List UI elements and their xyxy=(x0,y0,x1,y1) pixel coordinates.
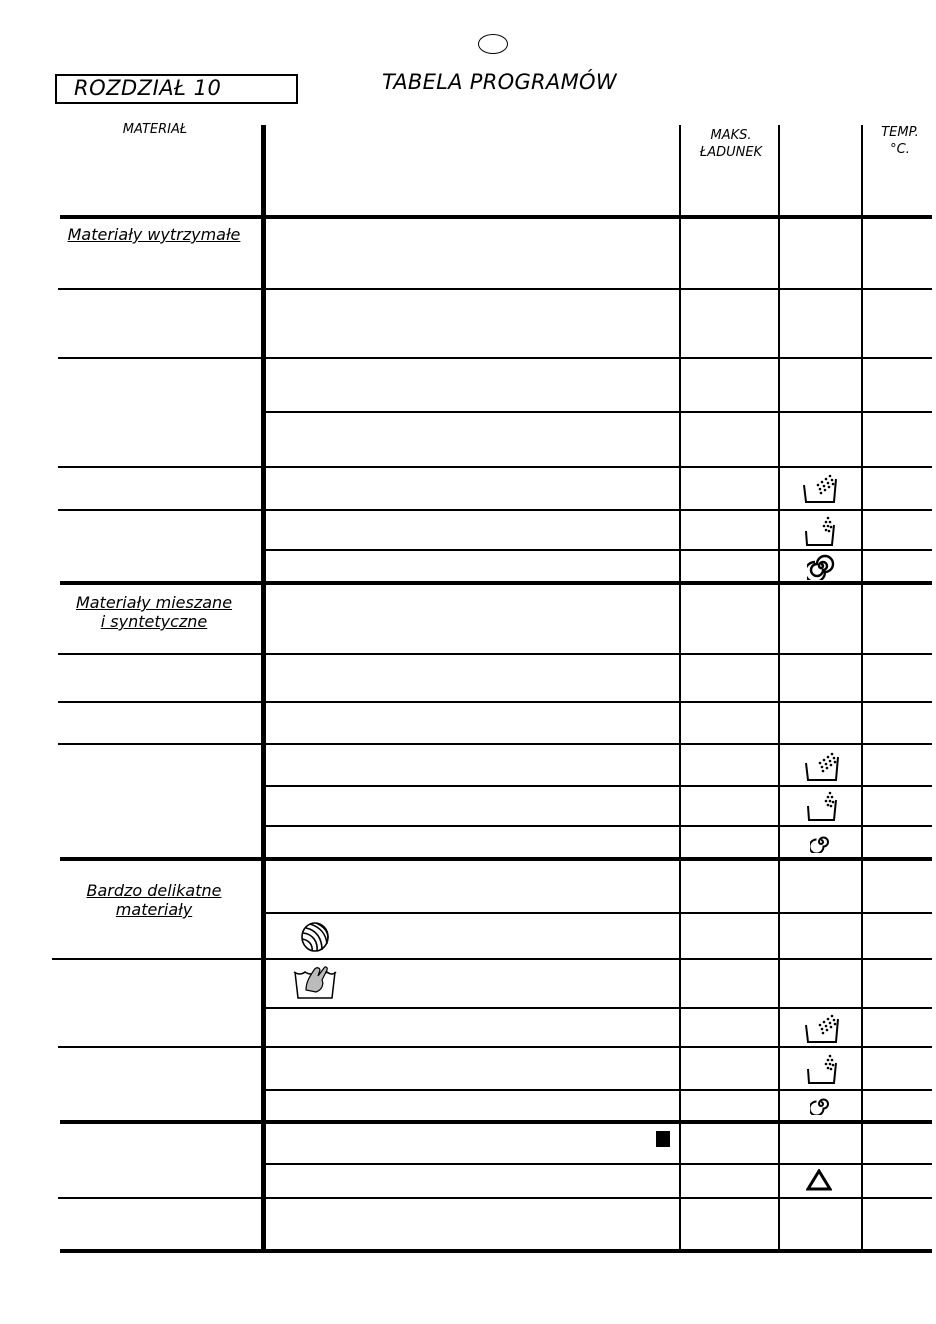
spin-spiral-icon xyxy=(807,552,835,580)
section-rule xyxy=(60,1120,932,1124)
sub-row-rule xyxy=(264,411,932,413)
section-rule xyxy=(60,857,932,861)
section-rule xyxy=(60,581,932,585)
sub-row-rule xyxy=(264,549,932,551)
rinse-shower-icon xyxy=(804,1013,840,1045)
hand-wash-icon xyxy=(292,962,338,1002)
sub-row-rule xyxy=(264,1007,932,1009)
section-rule xyxy=(60,215,932,219)
max-load-line-1: MAKS. xyxy=(710,128,752,143)
chapter-label: ROZDZIAŁ 10 xyxy=(74,76,222,100)
column-divider-temp xyxy=(861,125,863,1253)
sub-row-rule xyxy=(264,785,932,787)
category-mixed-line-2: i syntetyczne xyxy=(100,612,208,631)
sub-row-rule xyxy=(264,825,932,827)
light-rinse-icon xyxy=(806,790,838,822)
column-header-temp xyxy=(865,124,935,158)
light-rinse-icon xyxy=(804,515,836,547)
category-very-delicate xyxy=(54,881,254,919)
light-rinse-icon xyxy=(806,1053,838,1085)
drain-triangle-icon xyxy=(806,1169,832,1191)
temp-line-1: TEMP. xyxy=(881,125,919,140)
max-load-line-2: ŁADUNEK xyxy=(699,145,763,160)
sub-row-rule xyxy=(264,1163,932,1165)
column-divider-icon xyxy=(778,125,780,1253)
category-mixed-synthetic xyxy=(54,593,254,631)
rinse-shower-icon xyxy=(804,751,840,783)
column-divider-main xyxy=(261,125,266,1253)
row-rule xyxy=(58,466,932,468)
row-rule xyxy=(58,743,932,745)
wool-skein-icon xyxy=(298,920,332,954)
sub-row-rule xyxy=(264,912,932,914)
language-oval xyxy=(478,34,508,54)
category-delicate-line-2: materiały xyxy=(115,900,193,919)
row-rule xyxy=(58,288,932,290)
row-rule xyxy=(52,958,932,960)
row-rule xyxy=(58,1046,932,1048)
row-rule xyxy=(58,1197,932,1199)
temp-line-2: °C. xyxy=(890,142,910,157)
rinse-shower-icon xyxy=(802,473,838,505)
sub-row-rule xyxy=(264,1089,932,1091)
row-rule xyxy=(58,701,932,703)
row-rule xyxy=(58,653,932,655)
column-divider-load xyxy=(679,125,681,1253)
page-title: TABELA PROGRAMÓW xyxy=(382,70,617,94)
column-header-max-load xyxy=(683,127,779,161)
category-robust-fabrics: Materiały wytrzymałe xyxy=(67,225,241,244)
row-rule xyxy=(58,509,932,511)
section-rule xyxy=(60,1249,932,1253)
category-mixed-line-1: Materiały mieszane xyxy=(75,593,233,612)
delicate-spin-icon xyxy=(810,831,832,853)
filled-square-icon xyxy=(656,1131,670,1147)
column-header-material: MATERIAŁ xyxy=(122,122,188,137)
delicate-spin-icon xyxy=(810,1093,832,1115)
category-delicate-line-1: Bardzo delikatne xyxy=(86,881,222,900)
row-rule xyxy=(58,357,932,359)
